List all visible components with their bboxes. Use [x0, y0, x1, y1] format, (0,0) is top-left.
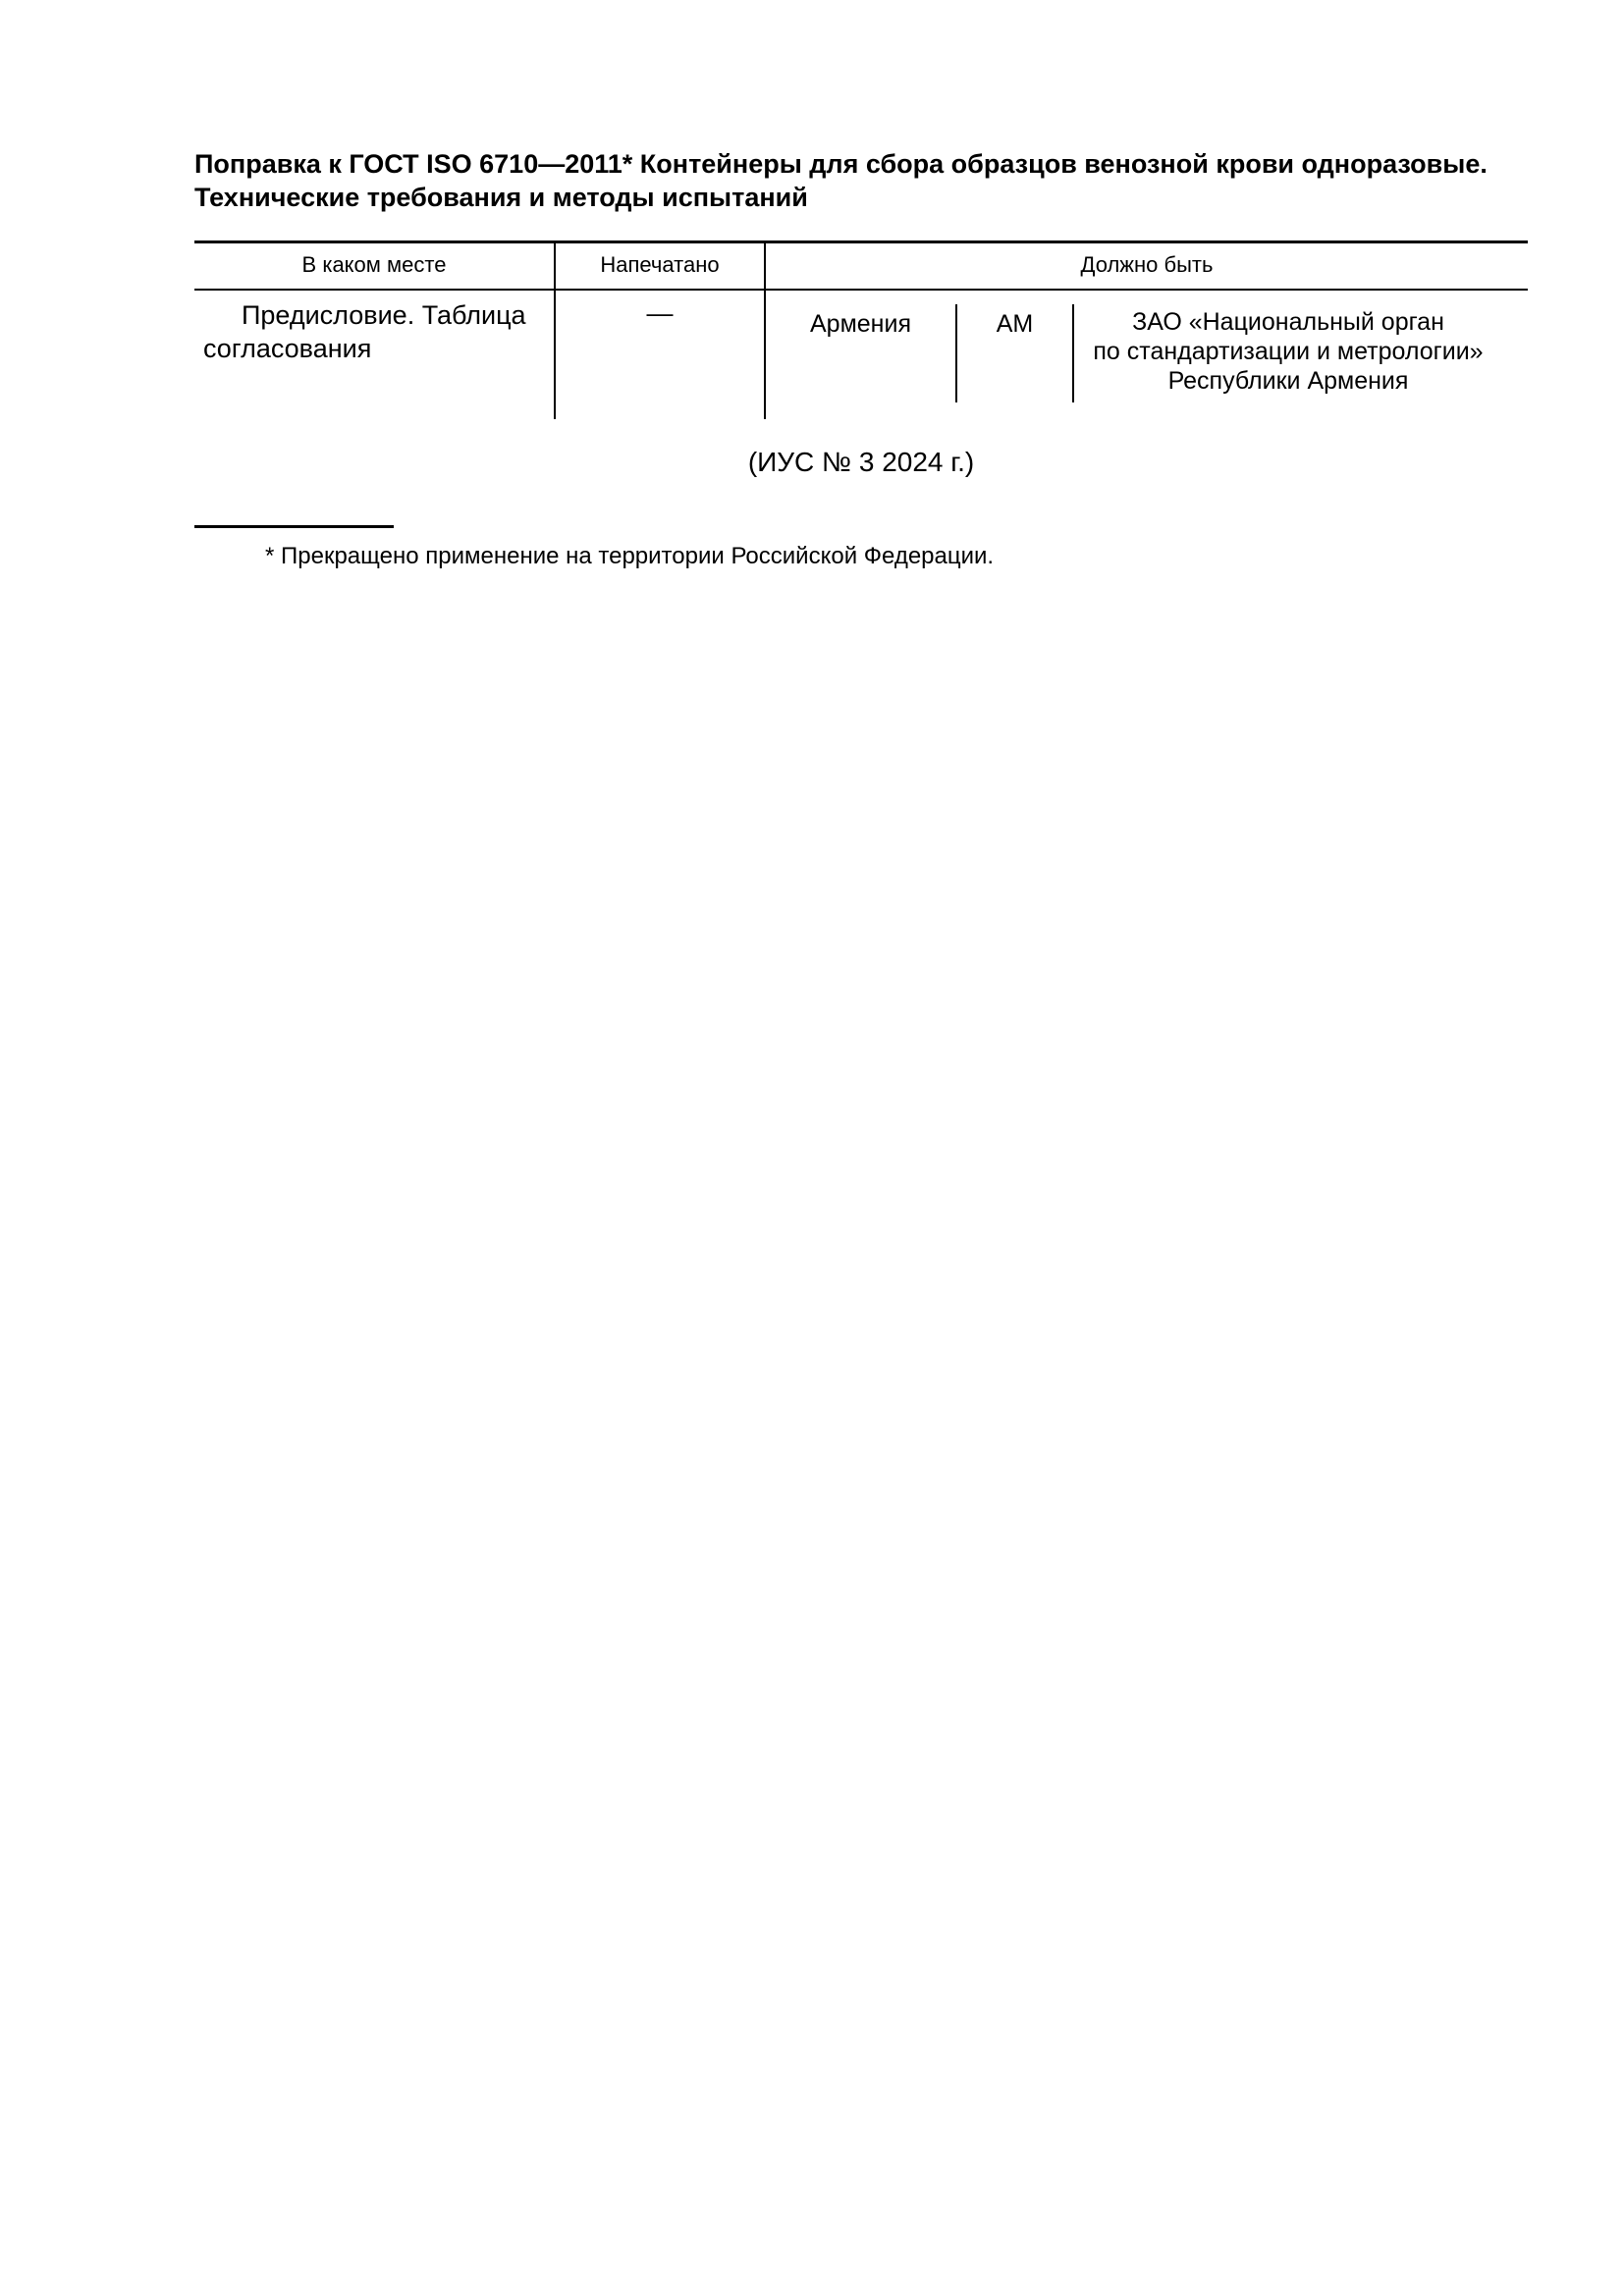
row-place-line1: Предисловие. Таблица	[242, 300, 526, 330]
header-should-be: Должно быть	[1080, 252, 1214, 277]
header-printed: Напечатано	[600, 252, 720, 277]
row-place-line2: согласования	[203, 334, 372, 363]
row-country: Армения	[810, 310, 911, 338]
footnote: * Прекращено применение на территории Российской Федерации.	[265, 543, 995, 569]
row-printed: —	[646, 298, 674, 328]
row-org-line2: по стандартизации и метрологии»	[1093, 338, 1484, 365]
source-note: (ИУС № 3 2024 г.)	[747, 447, 975, 477]
page-title: Поправка к ГОСТ ISO 6710—2011* Контейнеры для сбора образцов венозной крови одноразовые. Технические требования и методы испытаний	[194, 149, 1488, 212]
footnote-separator	[194, 525, 394, 528]
row-org-line1: ЗАО «Национальный орган	[1132, 308, 1444, 336]
row-country-code: AM	[996, 310, 1034, 338]
table-top-rule	[194, 240, 1528, 243]
header-place: В каком месте	[301, 252, 447, 277]
row-org-line3: Республики Армения	[1167, 367, 1409, 395]
table-header-rule	[194, 289, 1528, 291]
